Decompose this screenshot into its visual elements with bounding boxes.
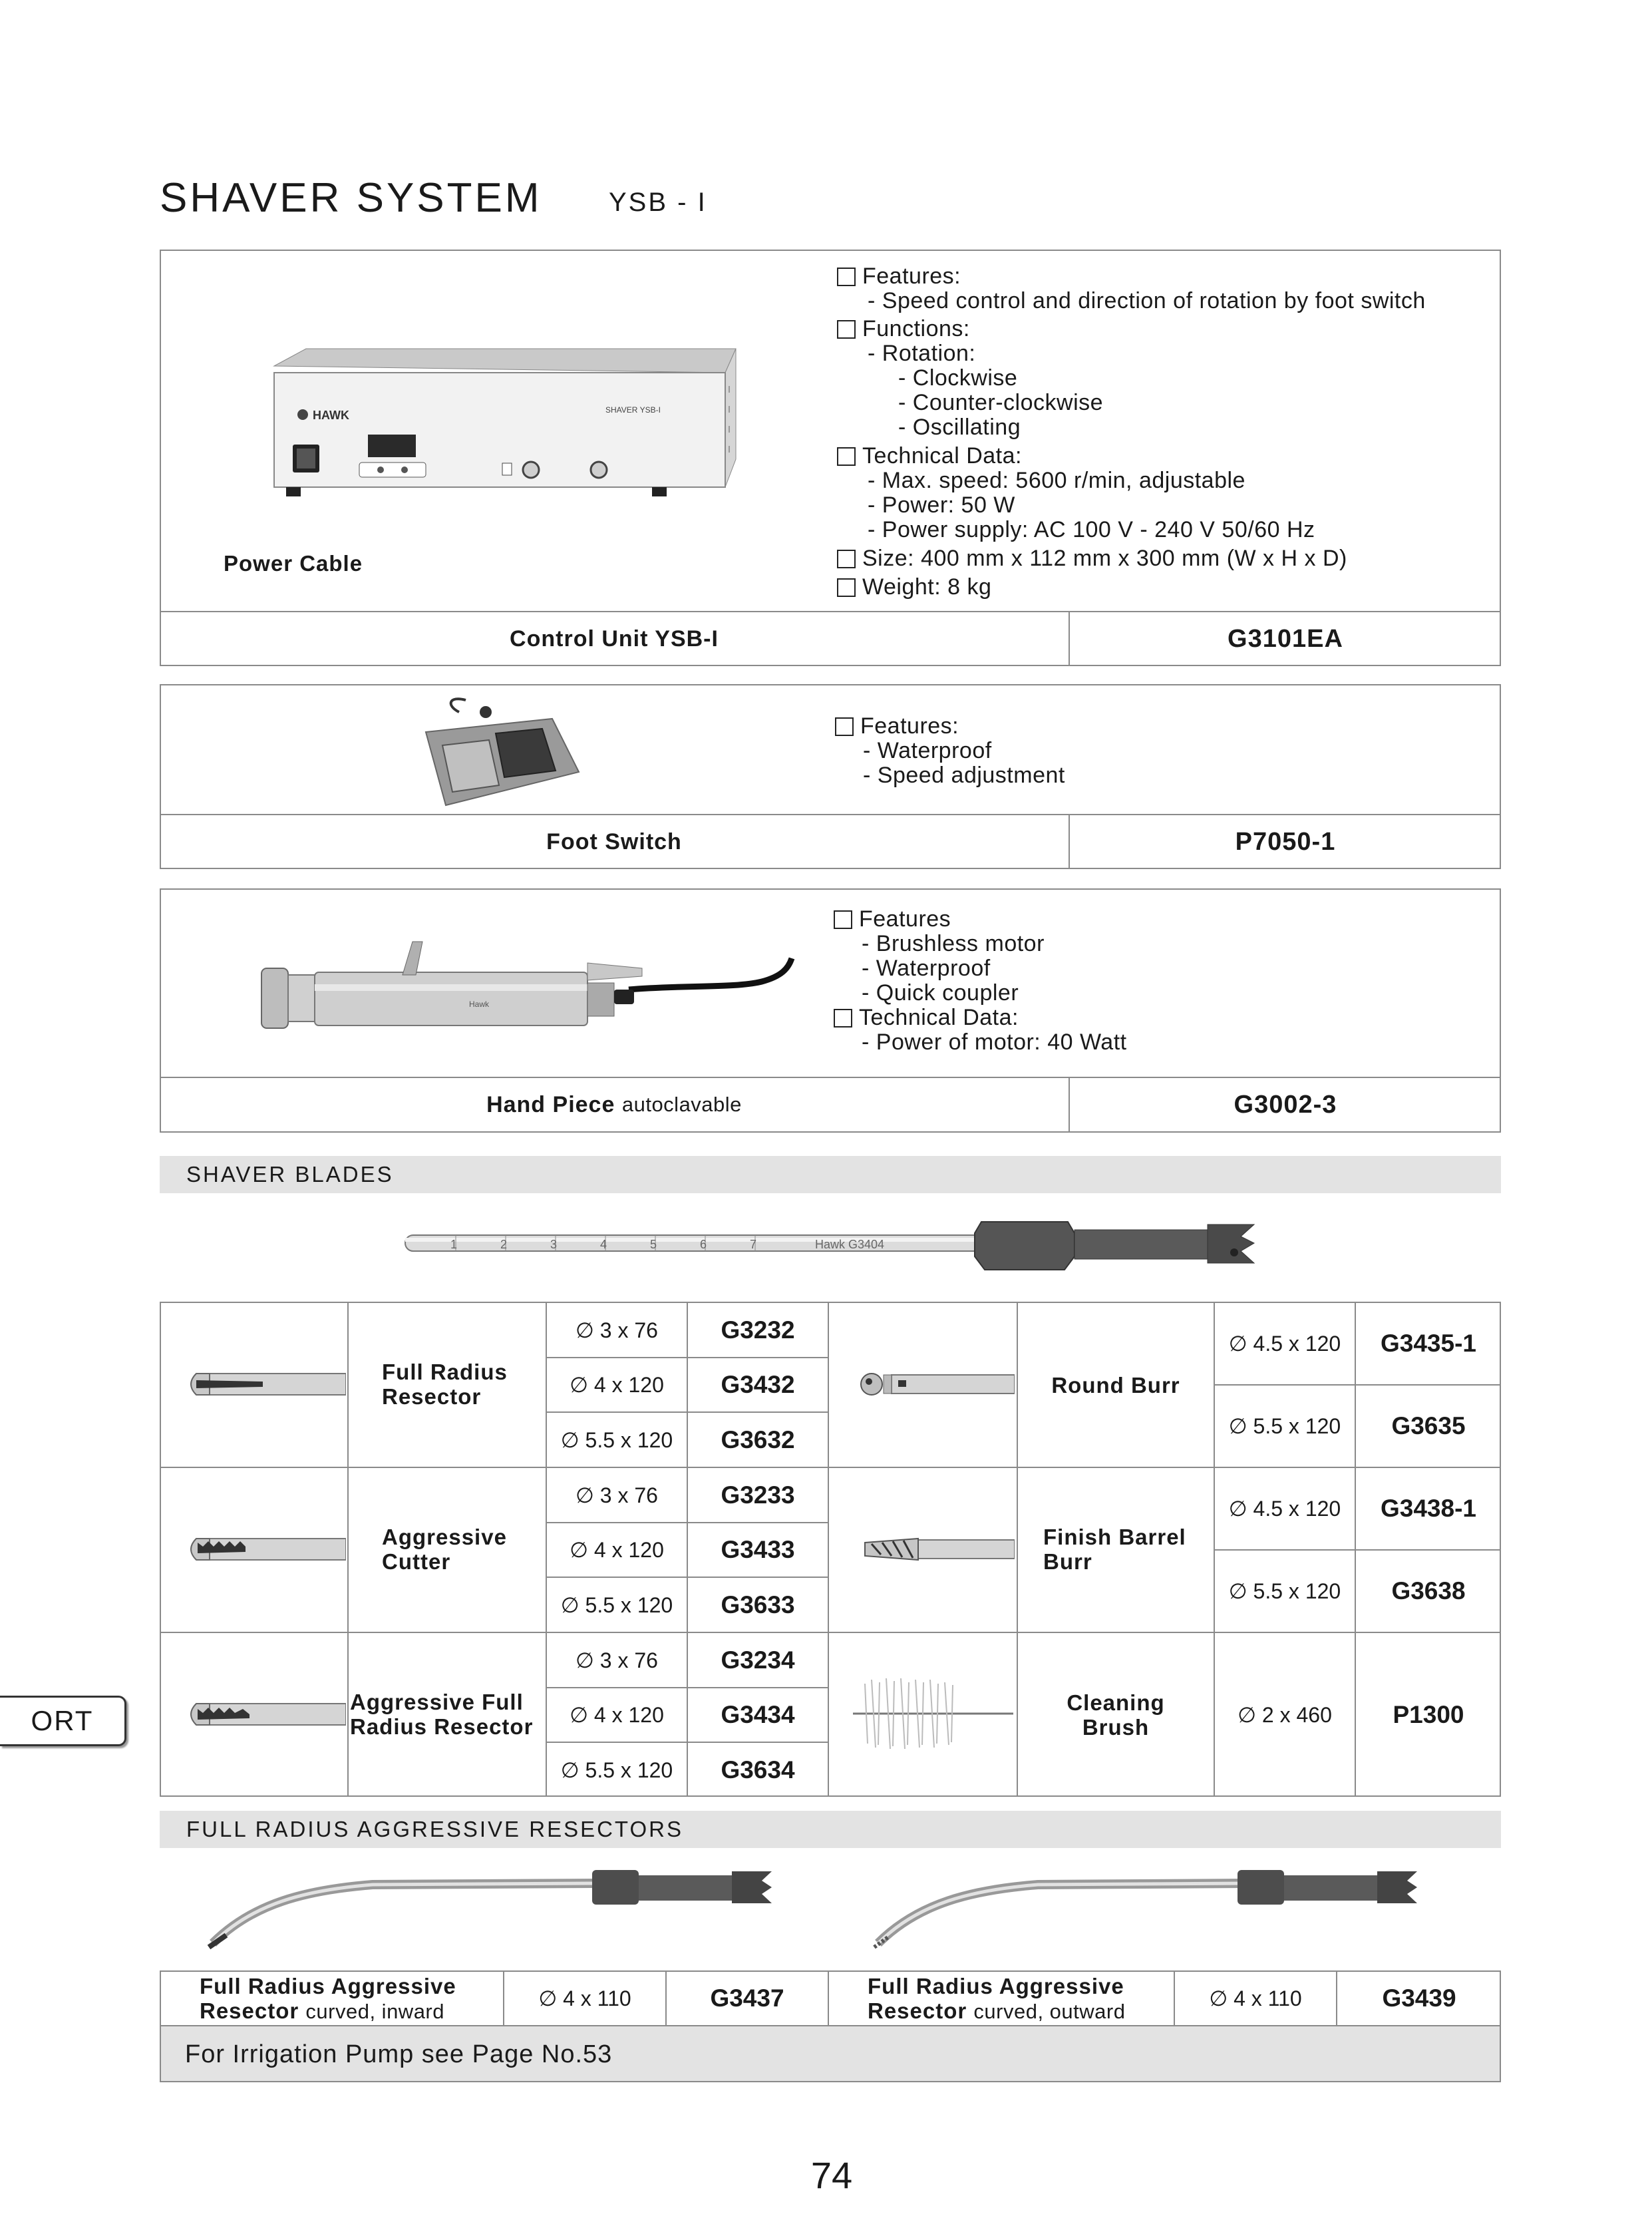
page-title: SHAVER SYSTEM [160, 175, 542, 221]
hand-piece-features [834, 907, 1127, 1055]
hand-piece-suffix: autoclavable [621, 1093, 742, 1116]
blade-name-aggressive-full-radius-resector: Aggressive Full Radius Resector [350, 1690, 534, 1739]
size-cell: ∅ 5.5 x 120 [1228, 1414, 1341, 1438]
model-number: YSB - I [609, 188, 707, 217]
foot-switch-image [419, 692, 585, 812]
code-cell: G3433 [721, 1536, 795, 1563]
size-cell: ∅ 5.5 x 120 [560, 1592, 673, 1617]
handpiece-socket[interactable] [523, 462, 539, 478]
blade-engraving: Hawk G3404 [815, 1238, 885, 1251]
checkbox-icon [834, 1009, 852, 1027]
feature-line: Features: [835, 714, 1065, 739]
page-number: 74 [810, 2154, 853, 2196]
feature-line: - Speed control and direction of rotation by foot switch [868, 288, 1426, 313]
blade-name-finish-barrel-burr: Finish Barrel Burr [1043, 1525, 1186, 1574]
feature-line: - Brushless motor [862, 931, 1045, 956]
footswitch-socket[interactable] [591, 462, 607, 478]
feature-line: Features: [837, 264, 1426, 289]
resector-inward-name: Full Radius Aggressive Resector curved, inward [200, 1973, 456, 2023]
feature-line: - Quick coupler [862, 980, 1019, 1006]
blade-mark: 2 [500, 1238, 508, 1251]
round-burr-tip [852, 1358, 1015, 1411]
checkbox-icon [837, 268, 856, 286]
shaver-blade-image [403, 1203, 1267, 1283]
feature-line: Size: 400 mm x 112 mm x 300 mm (W x H x D) [837, 546, 1426, 571]
control-unit-code: G3101EA [1228, 624, 1343, 653]
resector-curved-outward-image [865, 1857, 1450, 1957]
irrigation-pump-note: For Irrigation Pump see Page No.53 [185, 2040, 613, 2068]
code-cell: G3233 [721, 1481, 795, 1509]
shaver-blades-heading: SHAVER BLADES [160, 1156, 1501, 1193]
hand-piece-name [160, 1078, 1069, 1131]
checkbox-icon [835, 717, 854, 736]
size-cell: ∅ 4.5 x 120 [1228, 1332, 1341, 1356]
code-cell: G3234 [721, 1646, 795, 1674]
feature-line: Technical Data: [837, 444, 1426, 468]
feature-line: - Speed adjustment [863, 763, 1065, 788]
feature-line: - Counter-clockwise [898, 390, 1104, 415]
size-cell: ∅ 3 x 76 [576, 1318, 658, 1342]
feature-line: - Clockwise [898, 365, 1018, 391]
size-cell: ∅ 5.5 x 120 [1228, 1579, 1341, 1603]
finish-barrel-burr-tip [852, 1523, 1015, 1576]
size-cell: ∅ 4 x 120 [570, 1703, 664, 1727]
code-cell: G3634 [721, 1756, 795, 1783]
feature-line: - Power of motor: 40 Watt [862, 1029, 1127, 1055]
code-cell: G3632 [721, 1425, 795, 1453]
checkbox-icon [834, 910, 852, 929]
blade-name-aggressive-cutter: Aggressive Cutter [382, 1525, 507, 1574]
feature-line: Functions: [837, 317, 1426, 341]
aggressive-full-radius-resector-tip [183, 1688, 346, 1741]
feature-line: Technical Data: [834, 1006, 1127, 1030]
control-unit-image [259, 346, 745, 499]
feature-line: - Waterproof [863, 738, 992, 763]
svg-text:Hawk: Hawk [469, 1000, 490, 1009]
blade-mark: 1 [450, 1238, 458, 1251]
speed-display [368, 435, 416, 457]
checkbox-icon [837, 320, 856, 339]
brand-label: HAWK [313, 409, 349, 422]
feature-line: - Max. speed: 5600 r/min, adjustable [868, 468, 1245, 493]
checkbox-icon [837, 578, 856, 597]
hand-piece-image [256, 928, 802, 1041]
code-cell: G3635 [1391, 1412, 1466, 1439]
size-cell: ∅ 5.5 x 120 [560, 1758, 673, 1782]
aggressive-resectors-heading: FULL RADIUS AGGRESSIVE RESECTORS [160, 1811, 1501, 1848]
size-cell: ∅ 2 x 460 [1238, 1703, 1332, 1727]
blade-name-full-radius-resector: Full Radius Resector [382, 1360, 508, 1409]
checkbox-icon [837, 550, 856, 568]
code-cell: G3633 [721, 1590, 795, 1618]
hand-piece-title: Hand Piece [486, 1091, 615, 1117]
code-cell: G3434 [721, 1701, 795, 1728]
code-cell: G3638 [1391, 1577, 1466, 1604]
code-cell: P1300 [1393, 1701, 1464, 1728]
code-cell: G3435-1 [1381, 1330, 1476, 1357]
code-cell: G3438-1 [1381, 1495, 1476, 1522]
blade-mark: 6 [700, 1238, 707, 1251]
foot-switch-code: P7050-1 [1235, 827, 1336, 856]
size-cell: ∅ 4 x 120 [570, 1373, 664, 1397]
control-unit-name: Control Unit YSB-I [510, 626, 719, 652]
size-cell: ∅ 4 x 120 [570, 1538, 664, 1562]
hand-piece-code: G3002-3 [1234, 1090, 1337, 1119]
blade-mark: 7 [750, 1238, 757, 1251]
control-unit-features [837, 264, 1426, 600]
code-cell: G3432 [721, 1371, 795, 1398]
feature-line: - Power supply: AC 100 V - 240 V 50/60 Hz [868, 517, 1315, 542]
feature-line: - Oscillating [898, 415, 1021, 440]
power-cable-label: Power Cable [224, 550, 363, 576]
feature-line: Features [834, 907, 1127, 932]
feature-line: Weight: 8 kg [837, 575, 1426, 600]
resector-outward-name: Full Radius Aggressive Resector curved, outward [868, 1973, 1126, 2023]
blade-mark: 5 [650, 1238, 657, 1251]
size-cell: ∅ 3 x 76 [576, 1483, 658, 1507]
blade-mark: 4 [600, 1238, 607, 1251]
feature-line: - Rotation: [868, 341, 976, 366]
code-cell: G3439 [1382, 1984, 1456, 2012]
cleaning-brush-image [852, 1670, 1015, 1757]
full-radius-resector-tip [183, 1358, 346, 1411]
size-cell: ∅ 4.5 x 120 [1228, 1497, 1341, 1521]
section-tab-ort[interactable]: ORT [0, 1696, 126, 1746]
size-cell: ∅ 4 x 110 [1209, 1986, 1302, 2010]
size-cell: ∅ 4 x 110 [538, 1986, 631, 2010]
blade-name-round-burr: Round Burr [1051, 1372, 1180, 1398]
feature-line: - Power: 50 W [868, 492, 1015, 518]
blade-name-cleaning-brush: Cleaning Brush [1067, 1690, 1165, 1740]
panel-label: SHAVER YSB-I [605, 405, 661, 415]
foot-switch-features [835, 714, 1065, 788]
feature-line: - Waterproof [862, 956, 991, 981]
resector-curved-inward-image [200, 1857, 798, 1957]
code-cell: G3232 [721, 1316, 795, 1344]
size-cell: ∅ 5.5 x 120 [560, 1427, 673, 1452]
size-cell: ∅ 3 x 76 [576, 1648, 658, 1672]
blade-mark: 3 [550, 1238, 558, 1251]
aggressive-cutter-tip [183, 1523, 346, 1576]
code-cell: G3437 [710, 1984, 784, 2012]
checkbox-icon [837, 447, 856, 466]
foot-switch-name: Foot Switch [546, 829, 682, 854]
